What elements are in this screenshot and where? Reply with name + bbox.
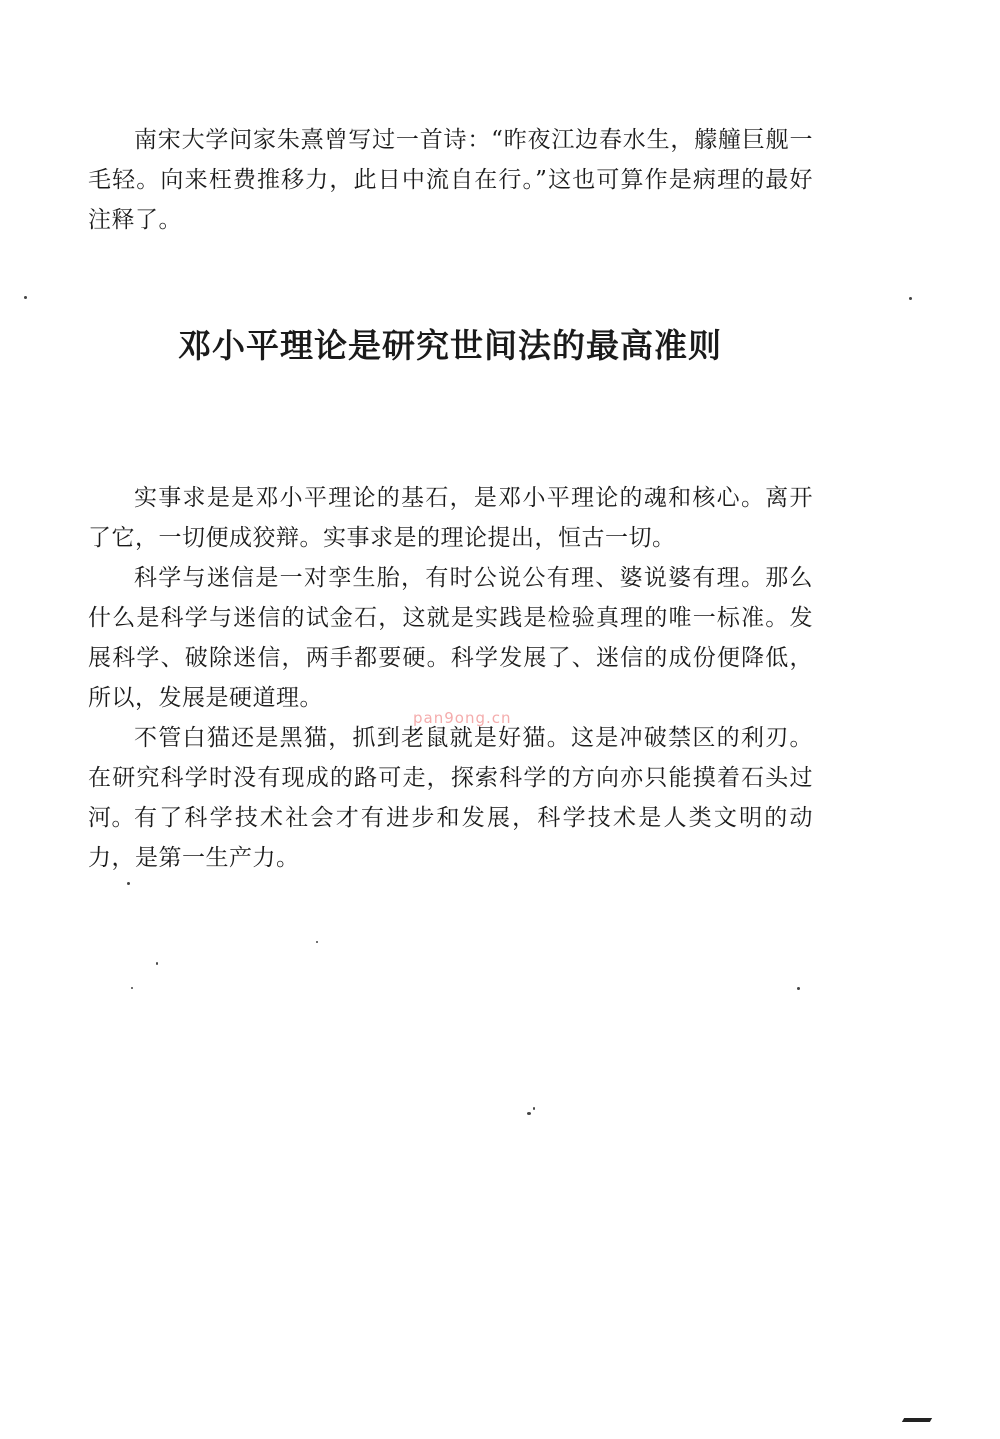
scan-speck	[533, 1107, 535, 1110]
scan-speck	[156, 962, 158, 965]
body-paragraph-1: 实事求是是邓小平理论的基石，是邓小平理论的魂和核心。离开了它，一切便成狡辩。实事求是的理论提出，恒古一切。	[88, 485, 813, 551]
scan-speck	[909, 297, 912, 300]
watermark-text: pan9ong.cn	[413, 709, 512, 727]
scan-speck	[131, 987, 133, 989]
body-paragraph-3: 不管白猫还是黑猫，抓到老鼠就是好猫。这是冲破禁区的利刃。在研究科学时没有现成的路可走，探索科学的方向亦只能摸着石头过河。	[88, 725, 813, 831]
scan-speck	[24, 296, 27, 299]
body-paragraph-4: 有了科学技术社会才有进步和发展，科学技术是人类文明的动力，是第一生产力。	[88, 805, 813, 871]
body-paragraph-2: 科学与迷信是一对孪生胎，有时公说公有理、婆说婆有理。那么什么是科学与迷信的试金石，这就是实践是检验真理的唯一标准。发展科学、破除迷信，两手都要硬。科学发展了、迷信的成份便降低，所以，发展是硬道理。	[88, 565, 813, 711]
scan-speck	[316, 941, 318, 943]
scan-speck	[797, 987, 800, 990]
scan-edge-mark	[902, 1418, 932, 1422]
scan-speck	[527, 1112, 531, 1115]
section-title: 邓小平理论是研究世间法的最高准则	[178, 326, 722, 365]
intro-paragraph: 南宋大学问家朱熹曾写过一首诗：“昨夜江边春水生，艨艟巨舰一毛轻。向来枉费推移力，此日中流自在行。”这也可算作是病理的最好注释了。	[88, 127, 813, 233]
scan-speck	[127, 882, 130, 885]
